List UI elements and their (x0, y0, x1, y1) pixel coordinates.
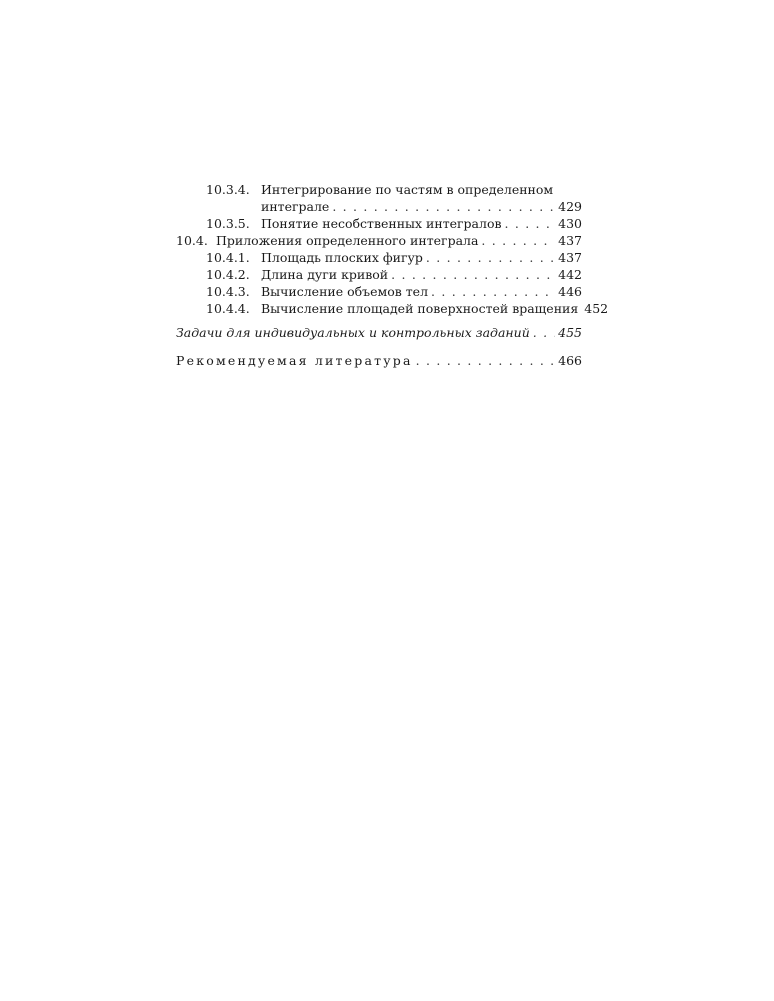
dot-leader (416, 352, 555, 369)
toc-entry-10-4[interactable] (176, 232, 582, 249)
toc-entry-page: 452 (584, 301, 609, 316)
toc-entry-title: Интегрирование по частям в определенном (261, 182, 554, 197)
toc-entry-10-4-3[interactable] (176, 283, 582, 300)
toc-entry-10-3-4[interactable] (176, 181, 582, 198)
toc-entry-page: 437 (558, 250, 582, 265)
toc-entry-number: 10.3.4. (206, 182, 250, 197)
toc-entry-title: Длина дуги кривой (261, 267, 389, 282)
toc-entry-page: 466 (558, 353, 582, 368)
toc-entry-title-continuation: интеграле (261, 199, 330, 214)
toc-entry-page: 430 (558, 216, 582, 231)
dot-leader (505, 215, 556, 232)
toc-entry-number: 10.4. (176, 233, 208, 248)
toc-entry-number: 10.4.3. (206, 284, 250, 299)
toc-entry-title: Понятие несобственных интегралов (261, 216, 502, 231)
toc-entry-10-3-4-continuation[interactable] (176, 198, 582, 215)
toc-entry-title: Приложения определенного интеграла (216, 233, 479, 248)
toc-entry-page: 442 (558, 267, 582, 282)
table-of-contents (176, 181, 609, 369)
toc-entry-number: 10.4.4. (206, 301, 250, 316)
toc-entry-number: 10.4.2. (206, 267, 250, 282)
toc-entry-page: 437 (558, 233, 582, 248)
toc-entry-tasks[interactable] (176, 324, 582, 341)
dot-leader (332, 198, 555, 215)
dot-leader (391, 266, 555, 283)
toc-entry-title: Вычисление площадей поверхностей вращения (261, 301, 579, 316)
toc-entry-literature[interactable] (176, 352, 582, 369)
toc-entry-page: 429 (558, 199, 582, 214)
dot-leader (431, 283, 555, 300)
toc-entry-number: 10.4.1. (206, 250, 250, 265)
toc-entry-page: 455 (558, 325, 582, 340)
toc-entry-number: 10.3.5. (206, 216, 250, 231)
toc-entry-page: 446 (558, 284, 582, 299)
dot-leader (533, 324, 555, 341)
dot-leader (481, 232, 555, 249)
toc-entry-10-3-5[interactable] (176, 215, 582, 232)
toc-entry-10-4-4[interactable] (176, 300, 609, 317)
toc-entry-10-4-1[interactable] (176, 249, 582, 266)
toc-entry-title: Площадь плоских фигур (261, 250, 423, 265)
toc-entry-10-4-2[interactable] (176, 266, 582, 283)
dot-leader (426, 249, 555, 266)
toc-entry-title: Вычисление объемов тел (261, 284, 429, 299)
toc-entry-title: Рекомендуемая литература (176, 353, 413, 368)
toc-entry-title: Задачи для индивидуальных и контрольных заданий (176, 325, 530, 340)
